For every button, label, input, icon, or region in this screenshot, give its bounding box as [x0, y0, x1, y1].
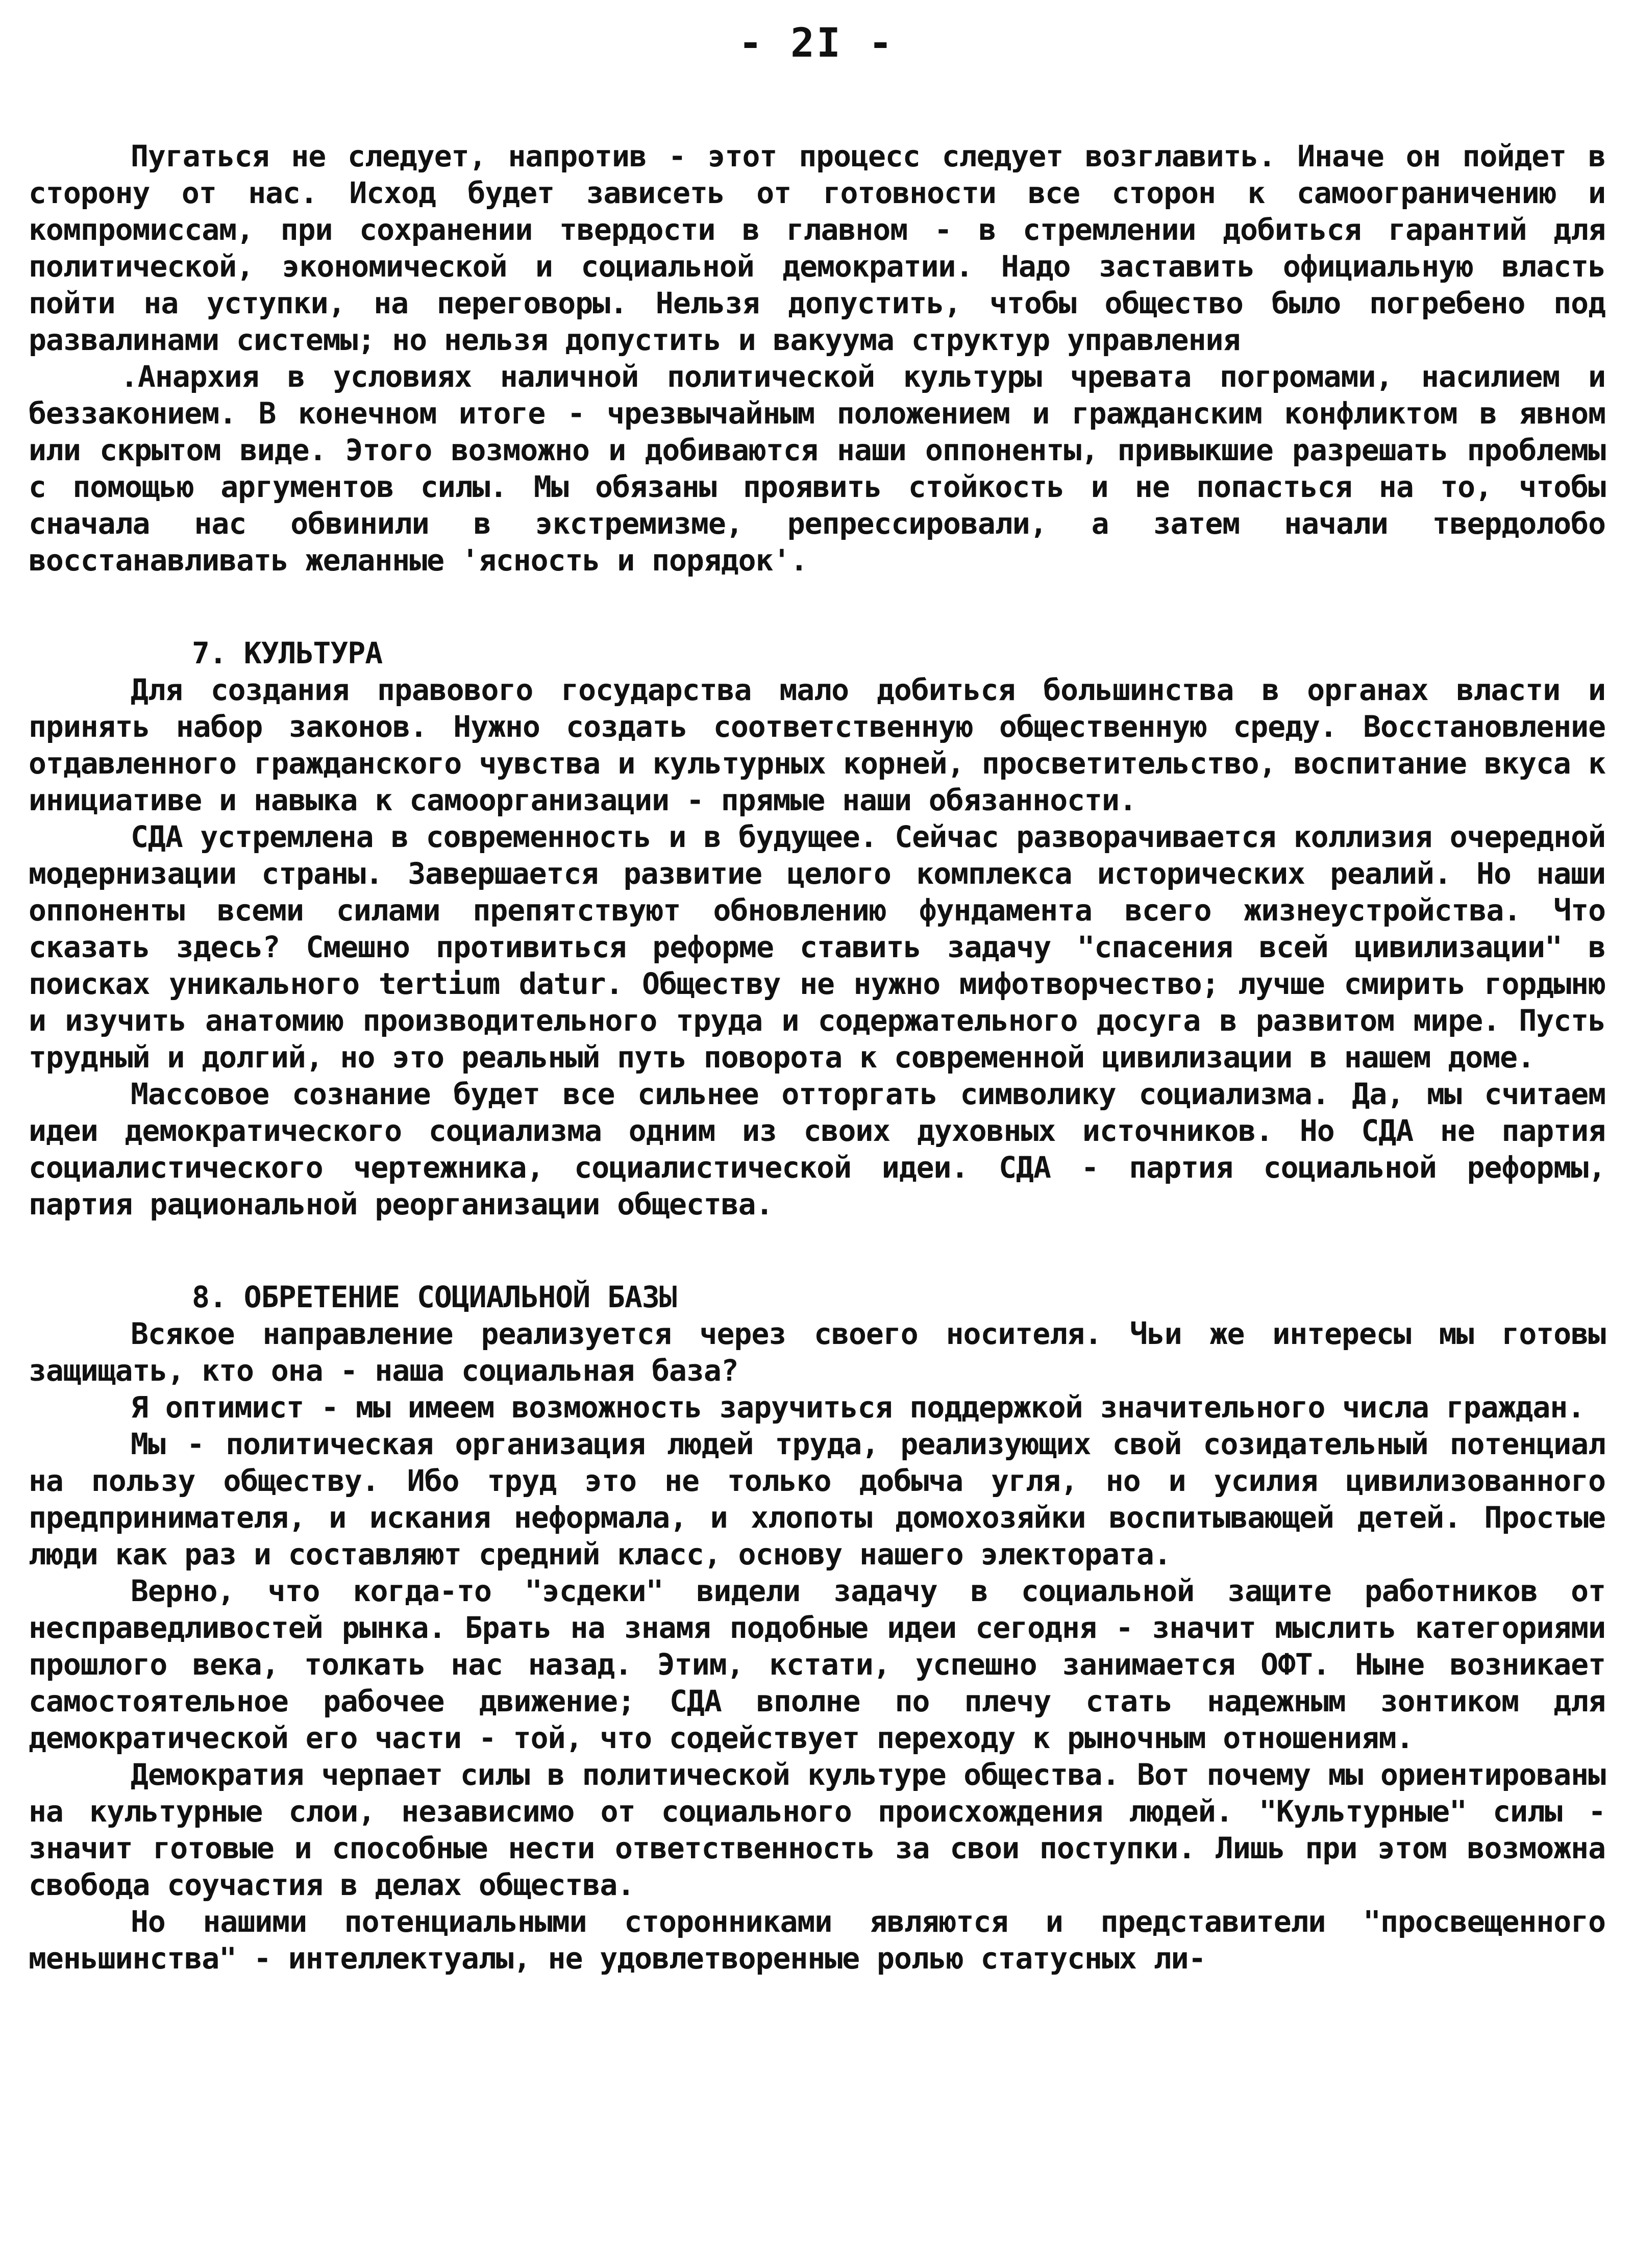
intro-paragraph-2: .Анархия в условиях наличной политической культуры чревата погромами, насилием и беззаконием. В конечном итоге - чрезвычайным положением и гражданским конфликтом в явном или скрытом виде. Этого возможно и добиваются наши оппоненты, привыкшие разрешать проблемы с помощью аргументов силы. Мы обязаны проявить стойкость и не попасться на то, чтобы сначала нас обвинили в экстремизме, репрессировали, а затем начали твердолобо восстанавливать желанные 'ясность и порядок'.	[29, 359, 1605, 578]
section-paragraph: Демократия черпает силы в политической культуре общества. Вот почему мы ориентированы на культурные слои, независимо от социального происхождения людей. "Культурные" силы - значит готовые и способные нести ответственность за свои поступки. Лишь при этом возможна свобода соучастия в делах общества.	[29, 1757, 1605, 1902]
section-paragraph: Но нашими потенциальными сторонниками являются и представители "просвещенного меньшинства" - интеллектуалы, не удовлетворенные ролью статусных ли-	[29, 1904, 1605, 1976]
body-text	[29, 138, 1605, 1977]
section-culture	[29, 635, 1605, 1223]
section-heading: 7. КУЛЬТУРА	[192, 636, 383, 670]
section-paragraph: Массовое сознание будет все сильнее отторгать символику социализма. Да, мы считаем идеи демократического социализма одним из своих духовных источников. Но СДА не партия социалистического чертежника, социалистической идеи. СДА - партия социальной реформы, партия рациональной реорганизации общества.	[29, 1077, 1605, 1222]
section-paragraph: Верно, что когда-то "эсдеки" видели задачу в социальной защите работников от несправедливостей рынка. Брать на знамя подобные идеи сегодня - значит мыслить категориями прошлого века, толкать нас назад. Этим, кстати, успешно занимается ОФТ. Ныне возникает самостоятельное рабочее движение; СДА вполне по плечу стать надежным зонтиком для демократической его части - той, что содействует переходу к рыночным отношениям.	[29, 1574, 1605, 1755]
intro-paragraph-1: Пугаться не следует, напротив - этот процесс следует возглавить. Иначе он пойдет в сторону от нас. Исход будет зависеть от готовности все сторон к самоограничению и компромиссам, при сохранении твердости в главном - в стремлении добиться гарантий для политической, экономической и социальной демократии. Надо заставить официальную власть пойти на уступки, на переговоры. Нельзя допустить, чтобы общество было погребено под развалинами системы; но нельзя допустить и вакуума структур управления	[29, 139, 1605, 357]
section-paragraph: Мы - политическая организация людей труда, реализующих свой созидательный потенциал на пользу обществу. Ибо труд это не только добыча угля, но и усилия цивилизованного предпринимателя, и искания неформала, и хлопоты домохозяйки воспитывающей детей. Простые люди как раз и составляют средний класс, основу нашего электората.	[29, 1427, 1605, 1572]
section-paragraph: Для создания правового государства мало добиться большинства в органах власти и принять набор законов. Нужно создать соответственную общественную среду. Восстановление отдавленного гражданского чувства и культурных корней, просветительство, воспитание вкуса к инициативе и навыка к самоорганизации - прямые наши обязанности.	[29, 672, 1605, 817]
page-number: - 2I -	[738, 20, 895, 66]
section-paragraph: Я оптимист - мы имеем возможность заручиться поддержкой значительного числа граждан.	[131, 1390, 1585, 1425]
section-paragraph: Всякое направление реализуется через своего носителя. Чьи же интересы мы готовы защищать, кто она - наша социальная база?	[29, 1316, 1605, 1388]
section-social-base	[29, 1279, 1605, 1977]
section-paragraph: СДА устремлена в современность и в будущее. Сейчас разворачивается коллизия очередной модернизации страны. Завершается развитие целого комплекса исторических реалий. Но наши оппоненты всеми силами препятствуют обновлению фундамента всего жизнеустройства. Что сказать здесь? Смешно противиться реформе ставить задачу "спасения всей цивилизации" в поисках уникального tertium datur. Обществу не нужно мифотворчество; лучше смирить гордыню и изучить анатомию производительного труда и содержательного досуга в развитом мире. Пусть трудный и долгий, но это реальный путь поворота к современной цивилизации в нашем доме.	[29, 819, 1605, 1075]
section-heading: 8. ОБРЕТЕНИЕ СОЦИАЛЬНОЙ БАЗЫ	[192, 1280, 677, 1314]
